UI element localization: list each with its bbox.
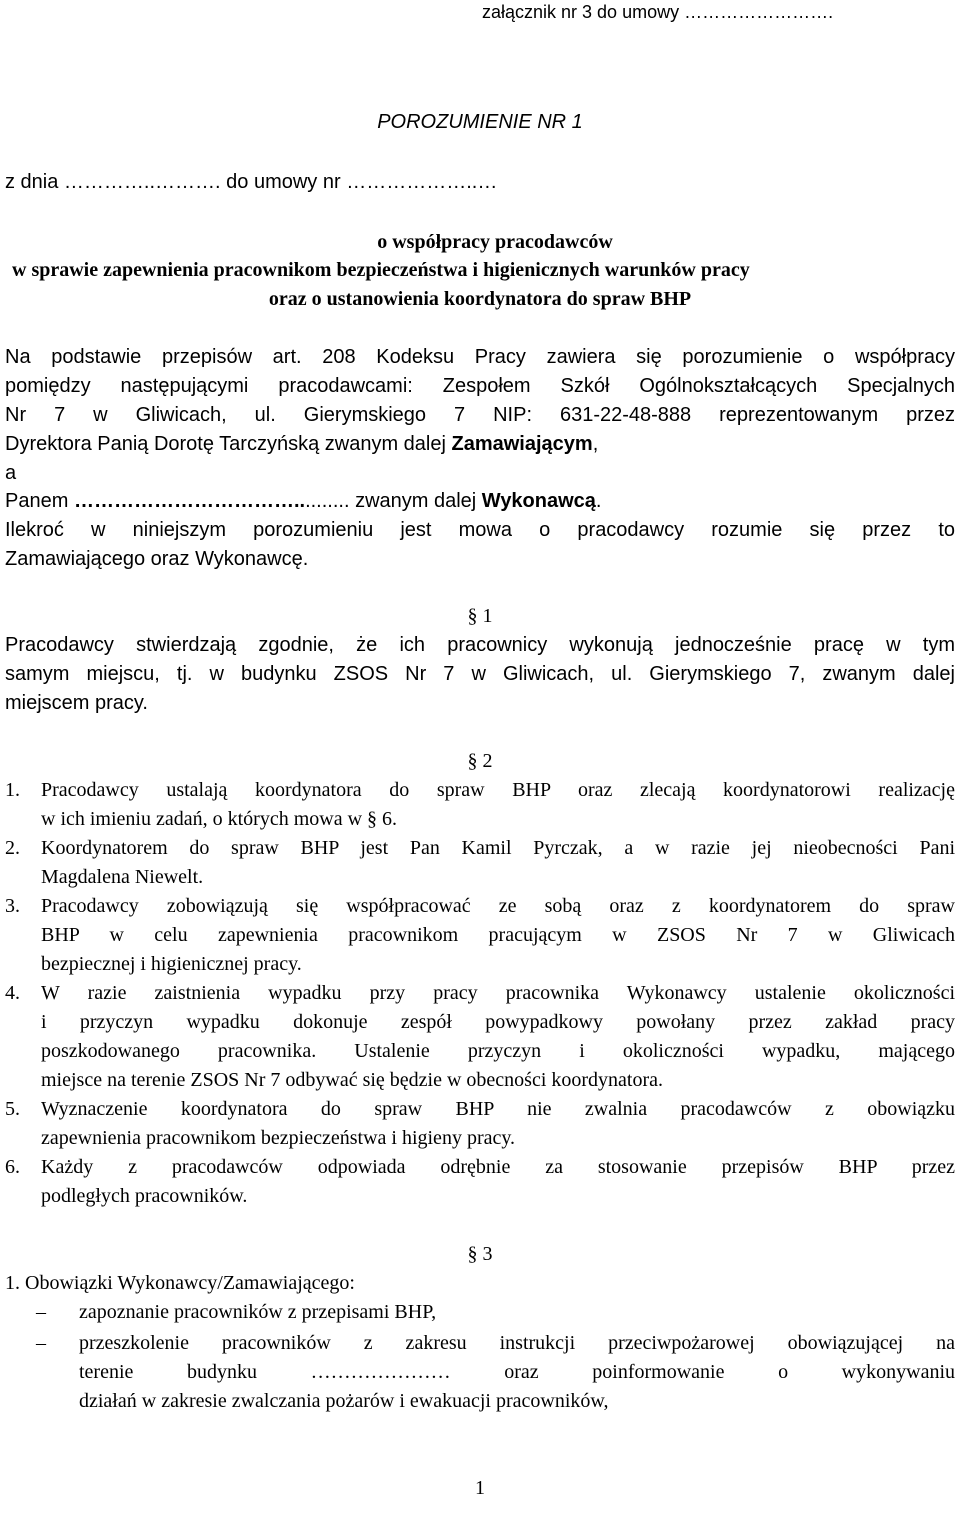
intro-text: Dyrektora Panią Dorotę Tarczyńską zwanym dalej [5, 433, 452, 455]
section-2-item-1-line-2: w ich imieniu zadań, o których mowa w § 6. [41, 808, 398, 830]
section-1-line-1: Pracodawcy stwierdzają zgodnie, że ich pracownicy wykonują jednocześnie pracę w tym [5, 634, 955, 656]
annex-header: załącznik nr 3 do umowy ……………………. [482, 2, 834, 22]
subtitle-line-2: w sprawie zapewnienia pracownikom bezpieczeństwa i higienicznych warunków pracy [12, 259, 750, 281]
intro-line-7: Ilekroć w niniejszym porozumieniu jest mowa o pracodawcy rozumie się przez to [5, 519, 955, 541]
intro-comma: , [592, 433, 599, 455]
section-3-bullet-2-line-3: działań w zakresie zwalczania pożarów i ewakuacji pracowników, [79, 1390, 609, 1412]
section-1-line-3: miejscem pracy. [5, 692, 148, 714]
contractor-period: . [595, 490, 602, 512]
contractor-term: Wykonawcą [481, 490, 596, 512]
section-3-bullet-2-line-1: przeszkolenie pracowników z zakresu instrukcji przeciwpożarowej obowiązującej na [79, 1332, 955, 1354]
date-line: z dnia …………..………. do umowy nr ………………..… [5, 171, 498, 193]
bullet-dash: – [36, 1301, 46, 1323]
section-3-bullet-1-line-1: zapoznanie pracowników z przepisami BHP, [79, 1301, 437, 1323]
section-3-heading: § 3 [467, 1243, 493, 1265]
section-2-item-number: 2. [5, 837, 20, 859]
section-2-item-3-line-1: Pracodawcy zobowiązują się współpracować ze sobą oraz z koordynatorem do spraw [41, 895, 955, 917]
section-2-item-6-line-2: podległych pracowników. [41, 1185, 248, 1207]
section-2-item-2-line-2: Magdalena Niewelt. [41, 866, 204, 888]
contractor-name-placeholder: …………………………….. [73, 490, 306, 512]
section-2-item-2-line-1: Koordynatorem do spraw BHP jest Pan Kamil Pyrczak, a w razie jej nieobecności Pani [41, 837, 955, 859]
section-2-item-3-line-3: bezpiecznej i higienicznej pracy. [41, 953, 302, 975]
section-2-item-4-line-3: poszkodowanego pracownika. Ustalenie przyczyn i okoliczności wypadku, mającego [41, 1040, 955, 1062]
intro-line-3: Nr 7 w Gliwicach, ul. Gierymskiego 7 NIP: 631-22-48-888 reprezentowanym przez [5, 404, 955, 426]
intro-line-4 [5, 432, 598, 456]
section-2-item-5-line-1: Wyznaczenie koordynatora do spraw BHP nie zwalnia pracodawców z obowiązku [41, 1098, 955, 1120]
section-2-item-number: 5. [5, 1098, 20, 1120]
section-2-heading: § 2 [467, 750, 493, 772]
section-2-item-number: 6. [5, 1156, 20, 1178]
section-2-item-4-line-2: i przyczyn wypadku dokonuje zespół powypadkowy powołany przez zakład pracy [41, 1011, 955, 1033]
page-number: 1 [475, 1477, 485, 1499]
agreement-title: POROZUMIENIE NR 1 [377, 111, 583, 133]
intro-line-8: Zamawiającego oraz Wykonawcę. [5, 548, 309, 570]
section-2-item-5-line-2: zapewnienia pracownikom bezpieczeństwa i higieny pracy. [41, 1127, 516, 1149]
section-2-item-6-line-1: Każdy z pracodawców odpowiada odrębnie za stosowanie przepisów BHP przez [41, 1156, 955, 1178]
section-2-item-number: 1. [5, 779, 20, 801]
intro-line-1: Na podstawie przepisów art. 208 Kodeksu Pracy zawiera się porozumienie o współpracy [5, 346, 955, 368]
intro-line-6 [5, 489, 601, 513]
section-3-intro: 1. Obowiązki Wykonawcy/Zamawiającego: [5, 1272, 355, 1294]
section-2-item-number: 4. [5, 982, 20, 1004]
section-2-item-number: 3. [5, 895, 20, 917]
intro-line-2: pomiędzy następującymi pracodawcami: Zespołem Szkół Ogólnokształcących Specjalnych [5, 375, 955, 397]
section-2-item-1-line-1: Pracodawcy ustalają koordynatora do spraw BHP oraz zlecają koordynatorowi realizację [41, 779, 955, 801]
ordering-party-term: Zamawiającym [451, 433, 593, 455]
contractor-prefix: Panem [5, 490, 74, 512]
section-2-item-4-line-1: W razie zaistnienia wypadku przy pracy pracownika Wykonawcy ustalenie okoliczności [41, 982, 955, 1004]
subtitle-line-1: o współpracy pracodawców [377, 231, 613, 253]
section-1-heading: § 1 [467, 605, 493, 627]
intro-line-5: a [5, 462, 17, 484]
section-2-item-4-line-4: miejsce na terenie ZSOS Nr 7 odbywać się będzie w obecności koordynatora. [41, 1069, 664, 1091]
bullet-dash: – [36, 1332, 46, 1354]
section-1-line-2: samym miejscu, tj. w budynku ZSOS Nr 7 w Gliwicach, ul. Gierymskiego 7, zwanym dalej [5, 663, 955, 685]
contractor-text: ........ zwanym dalej [305, 490, 482, 512]
section-3-bullet-2-line-2: terenie budynku ………………… oraz poinformowanie o wykonywaniu [79, 1361, 955, 1383]
section-2-item-3-line-2: BHP w celu zapewnienia pracownikom pracującym w ZSOS Nr 7 w Gliwicach [41, 924, 955, 946]
subtitle-line-3: oraz o ustanowienia koordynatora do spraw BHP [268, 288, 692, 310]
